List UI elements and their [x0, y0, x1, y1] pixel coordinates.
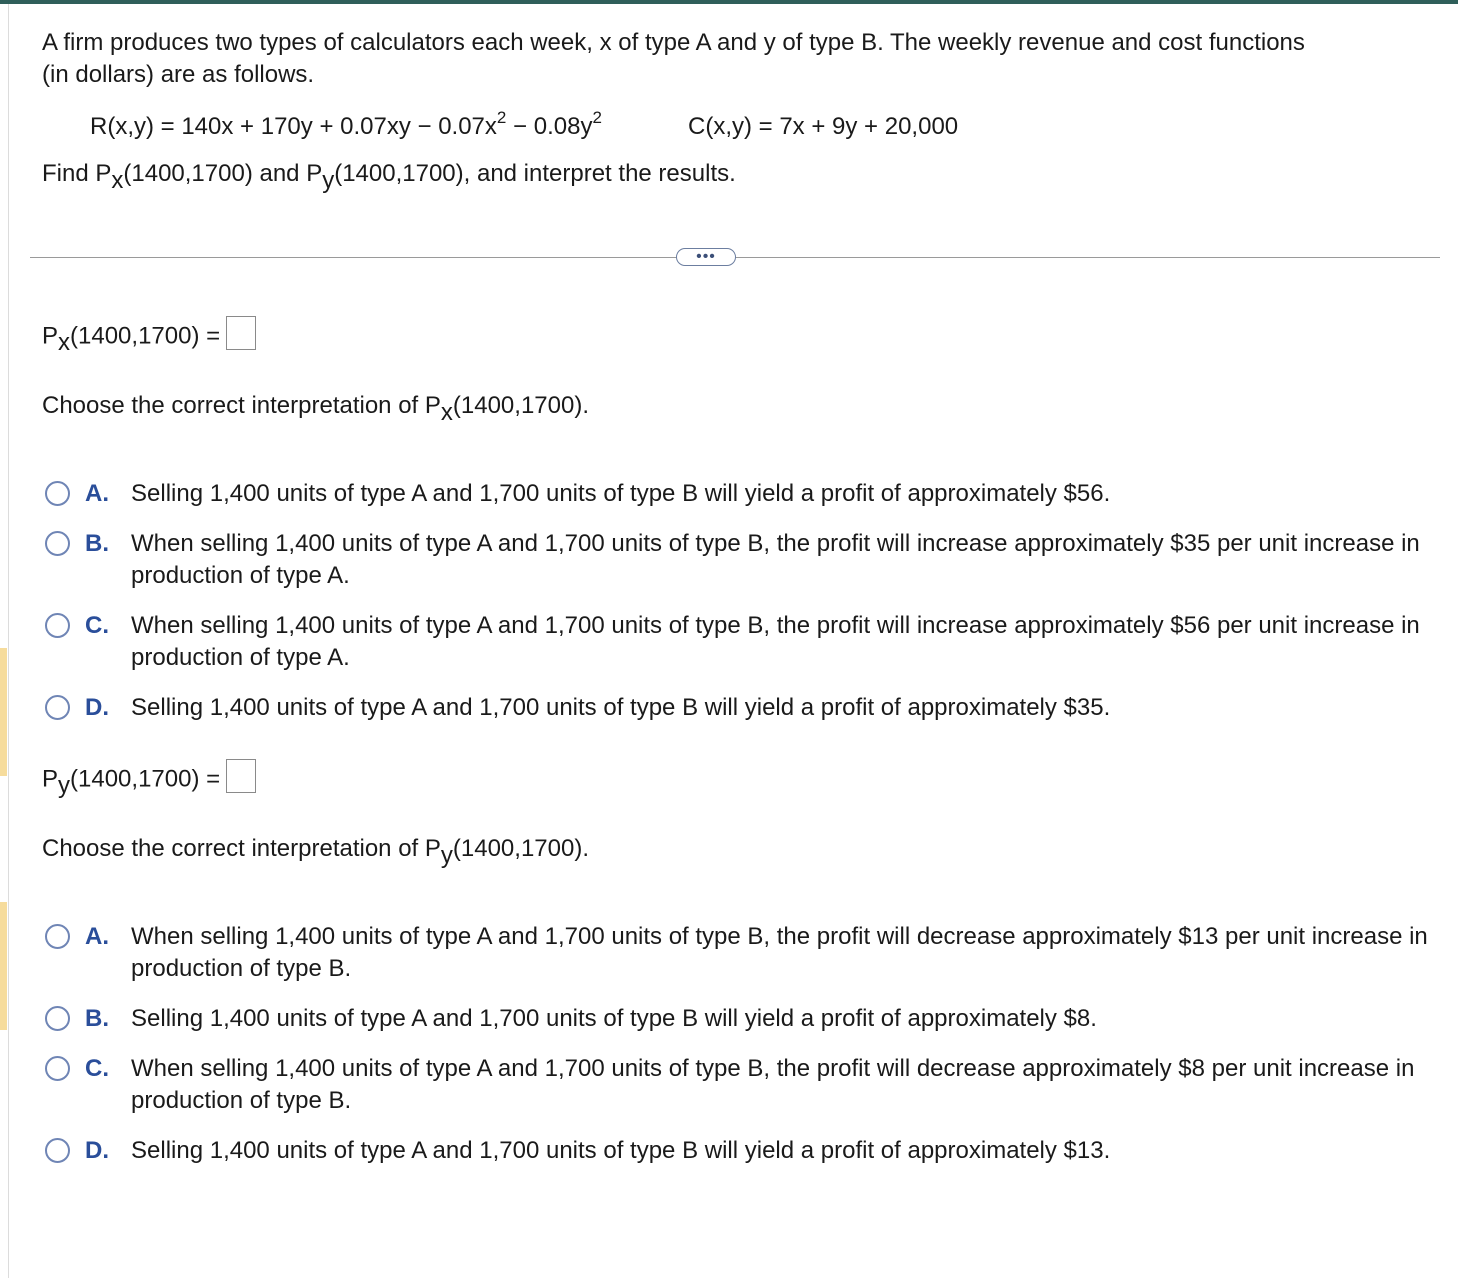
problem-intro-line2: (in dollars) are as follows. [42, 61, 315, 88]
cost-function: C(x,y) = 7x + 9y + 20,000 [688, 113, 959, 140]
prompt-text: (1400,1700). [452, 835, 589, 862]
prompt-text: (1400,1700). [452, 392, 589, 419]
option-text: When selling 1,400 units of type A and 1,700 units of type B, the profit will decrease approximately $8 per unit increase in production of type B. [131, 1055, 1415, 1114]
left-border [8, 4, 9, 1278]
px-answer-input[interactable] [226, 316, 256, 350]
radio-button[interactable] [45, 613, 70, 638]
radio-button[interactable] [45, 924, 70, 949]
option-text: When selling 1,400 units of type A and 1,700 units of type B, the profit will decrease approximately $13 per unit increase in production of type B. [131, 923, 1428, 982]
prompt-text: Choose the correct interpretation of P [42, 835, 441, 862]
find-instruction [42, 158, 736, 194]
px-option-d[interactable] [44, 692, 1444, 724]
px-option-c[interactable] [44, 610, 1444, 674]
radio-button[interactable] [45, 481, 70, 506]
option-letter: A. [85, 923, 109, 950]
option-text: Selling 1,400 units of type A and 1,700 units of type B will yield a profit of approximately $8. [131, 1005, 1097, 1032]
find-text: Find P [42, 160, 112, 187]
radio-button[interactable] [45, 1056, 70, 1081]
subscript: x [111, 167, 124, 194]
subscript: y [58, 772, 71, 800]
revenue-function [90, 108, 602, 145]
radio-button[interactable] [45, 1138, 70, 1163]
more-options-button[interactable]: ••• [676, 248, 736, 266]
p-label: P [42, 322, 59, 350]
px-answer-row [42, 320, 256, 357]
px-interpretation-prompt [42, 390, 589, 426]
py-answer-input[interactable] [226, 759, 256, 793]
px-label: (1400,1700) = [70, 322, 221, 350]
exponent: 2 [592, 108, 602, 127]
radio-button[interactable] [45, 531, 70, 556]
find-text: (1400,1700), and interpret the results. [334, 160, 736, 187]
subscript: y [440, 842, 453, 869]
radio-button[interactable] [45, 695, 70, 720]
radio-button[interactable] [45, 1006, 70, 1031]
option-text: Selling 1,400 units of type A and 1,700 units of type B will yield a profit of approximately $13. [131, 1137, 1111, 1164]
find-text: (1400,1700) and P [123, 160, 323, 187]
option-text: When selling 1,400 units of type A and 1,700 units of type B, the profit will increase approximately $56 per unit increase in production of type A. [131, 612, 1420, 671]
left-highlight-mark [0, 648, 7, 776]
revenue-text: R(x,y) = 140x + 170y + 0.07xy − 0.07x [90, 113, 497, 140]
option-text: Selling 1,400 units of type A and 1,700 units of type B will yield a profit of approximately $56. [131, 480, 1111, 507]
px-option-a[interactable] [44, 478, 1444, 510]
option-letter: C. [85, 612, 109, 639]
option-letter: B. [85, 1005, 109, 1032]
px-option-b[interactable] [44, 528, 1444, 592]
py-label: (1400,1700) = [70, 765, 221, 793]
py-answer-row [42, 763, 256, 800]
top-accent-bar [0, 0, 1458, 4]
revenue-text: − 0.08y [506, 113, 593, 140]
py-option-c[interactable] [44, 1053, 1444, 1117]
py-option-a[interactable] [44, 921, 1444, 985]
option-text: Selling 1,400 units of type A and 1,700 units of type B will yield a profit of approximately $35. [131, 694, 1111, 721]
subscript: x [440, 399, 453, 426]
py-option-d[interactable] [44, 1135, 1444, 1167]
problem-intro-line1: A firm produces two types of calculators each week, x of type A and y of type B. The weekly revenue and cost functions [42, 29, 1305, 56]
option-text: When selling 1,400 units of type A and 1,700 units of type B, the profit will increase approximately $35 per unit increase in production of type A. [131, 530, 1420, 589]
subscript: x [58, 329, 71, 357]
option-letter: D. [85, 1137, 109, 1164]
exponent: 2 [496, 108, 507, 127]
p-label: P [42, 765, 59, 793]
left-highlight-mark [0, 902, 7, 1030]
subscript: y [322, 167, 335, 194]
prompt-text: Choose the correct interpretation of P [42, 392, 441, 419]
py-option-b[interactable] [44, 1003, 1444, 1035]
option-letter: A. [85, 480, 109, 507]
option-letter: D. [85, 694, 109, 721]
option-letter: C. [85, 1055, 109, 1082]
option-letter: B. [85, 530, 109, 557]
py-interpretation-prompt [42, 833, 589, 869]
